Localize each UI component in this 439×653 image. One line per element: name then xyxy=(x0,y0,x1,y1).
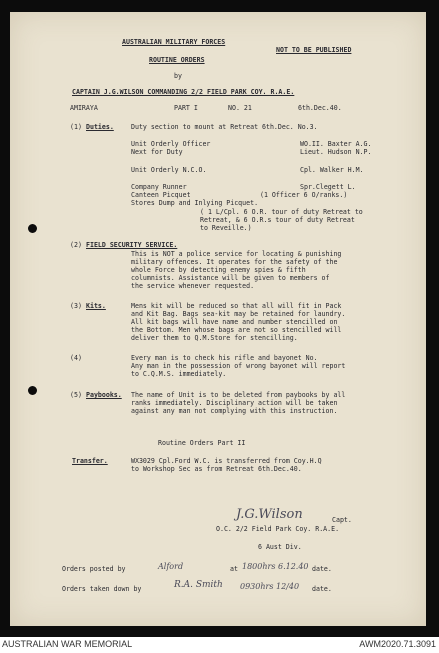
part2-heading: Routine Orders Part II xyxy=(158,439,246,447)
transfer-line: WX3029 Cpl.Ford W.C. is transferred from Coy.H.Q xyxy=(131,457,322,465)
tour-line: ( 1 L/Cpl. 6 O.R. tour of duty Retreat to xyxy=(200,208,363,216)
taken-by-handwritten: R.A. Smith xyxy=(174,580,223,590)
place-text: AMIRAYA xyxy=(70,104,98,112)
paybooks-line: ranks immediately. Disciplinary action will be taken xyxy=(131,399,338,407)
section-number: (2) xyxy=(70,241,82,249)
orders-taken-label: Orders taken down by xyxy=(62,585,142,593)
punch-hole-top xyxy=(28,224,37,233)
duty-label: Company Runner xyxy=(131,183,187,191)
posted-by-handwritten: Alford xyxy=(158,562,184,571)
order-number: NO. 21 xyxy=(228,104,252,112)
section-number: (3) xyxy=(70,302,82,310)
duty-value: (1 Officer 6 O/ranks.) xyxy=(260,191,348,199)
commander-line: CAPTAIN J.G.WILSON COMMANDING 2/2 FIELD PARK COY. R.A.E. xyxy=(72,88,295,96)
duty-label: Next for Duty xyxy=(131,148,183,156)
duty-value: Cpl. Walker H.M. xyxy=(300,166,364,174)
part-text: PART I xyxy=(174,104,198,112)
duty-value: Spr.Clegett L. xyxy=(300,183,356,191)
signature-division: 6 Aust Div. xyxy=(258,543,302,551)
orders-posted-label: Orders posted by xyxy=(62,565,126,573)
stores-line: Stores Dump and Inlying Picquet. xyxy=(131,199,259,207)
security-line: This is NOT a police service for locating & punishing xyxy=(131,250,342,258)
transfer-line: to Workshop Sec as from Retreat 6th.Dec.40. xyxy=(131,465,302,473)
duty-label: Unit Orderly Officer xyxy=(131,140,211,148)
document-title: ROUTINE ORDERS xyxy=(149,56,205,64)
tour-line: Retreat, & 6 O.R.s tour of duty Retreat xyxy=(200,216,355,224)
security-line: the service whenever requested. xyxy=(131,282,255,290)
document-page xyxy=(10,12,426,626)
order-date: 6th.Dec.40. xyxy=(298,104,342,112)
section-title-security: FIELD SECURITY SERVICE. xyxy=(86,241,178,249)
not-published-heading: NOT TO BE PUBLISHED xyxy=(276,46,352,54)
rifles-line: Every man is to check his rifle and bayonet No. xyxy=(131,354,318,362)
rifles-line: Any man in the possession of wrong bayonet will report xyxy=(131,362,346,370)
paybooks-line: against any man not complying with this instruction. xyxy=(131,407,338,415)
section-title-kits: Kits. xyxy=(86,302,106,310)
security-line: military offences. It operates for the safety of the xyxy=(131,258,338,266)
section-number: (1) xyxy=(70,123,82,131)
duties-intro: Duty section to mount at Retreat 6th.Dec. No.3. xyxy=(131,123,318,131)
punch-hole-bottom xyxy=(28,386,37,395)
tour-line: to Reveille.) xyxy=(200,224,252,232)
kits-line: and Kit Bag. Bags sea-kit may be retained for laundry. xyxy=(131,310,346,318)
security-line: columnists. Assistance will be given to members of xyxy=(131,274,330,282)
org-heading: AUSTRALIAN MILITARY FORCES xyxy=(122,38,226,46)
taken-date-label: date. xyxy=(312,585,332,593)
caption-right: AWM2020.71.3091 xyxy=(359,639,436,649)
kits-line: All kit bags will have name and number stencilled on xyxy=(131,318,338,326)
posted-at-label: at xyxy=(230,565,238,573)
security-line: whole Force by detecting enemy spies & fifth xyxy=(131,266,306,274)
duty-label: Unit Orderly N.C.O. xyxy=(131,166,207,174)
posted-time-handwritten: 1800hrs 6.12.40 xyxy=(242,562,309,571)
handwritten-signature: J.G.Wilson xyxy=(236,507,303,522)
section-number: (5) xyxy=(70,391,82,399)
kits-line: the Bottom. Men whose bags are not so stencilled will xyxy=(131,326,342,334)
duty-value: WO.II. Baxter A.G. xyxy=(300,140,372,148)
section-title-duties: Duties. xyxy=(86,123,114,131)
rifles-line: to C.Q.M.S. immediately. xyxy=(131,370,227,378)
signature-rank: Capt. xyxy=(332,516,352,524)
signature-unit: O.C. 2/2 Field Park Coy. R.A.E. xyxy=(216,525,340,533)
paybooks-line: The name of Unit is to be deleted from paybooks by all xyxy=(131,391,346,399)
section-number: (4) xyxy=(70,354,82,362)
by-text: by xyxy=(174,72,182,80)
caption-left: AUSTRALIAN WAR MEMORIAL xyxy=(2,639,133,649)
caption-bar xyxy=(0,637,439,653)
posted-date-label: date. xyxy=(312,565,332,573)
transfer-label: Transfer. xyxy=(72,457,108,465)
section-title-paybooks: Paybooks. xyxy=(86,391,122,399)
kits-line: deliver them to Q.M.Store for stencilling. xyxy=(131,334,298,342)
kits-line: Mens kit will be reduced so that all will fit in Pack xyxy=(131,302,342,310)
taken-time-handwritten: 0930hrs 12/40 xyxy=(240,582,300,591)
duty-label: Canteen Picquet xyxy=(131,191,191,199)
duty-value: Lieut. Hudson N.P. xyxy=(300,148,372,156)
